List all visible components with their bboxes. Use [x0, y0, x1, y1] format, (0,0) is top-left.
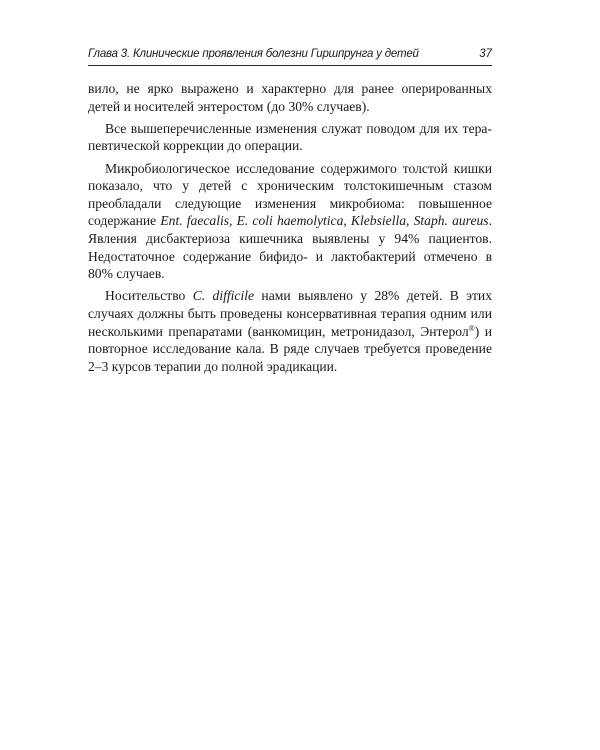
paragraph-2-text: Все вышеперечисленные изменения служат поводом для их терапевтической коррекции до операции. — [88, 120, 492, 154]
paragraph-4-text-a: Носительство — [105, 288, 193, 304]
running-header — [88, 45, 492, 66]
paragraph-4-text-c: ) и повторное исследование кала. В ряде случаев требуется проведение 2–3 курсов терапии до полной эрадикации. — [88, 323, 492, 374]
body-text — [88, 80, 492, 380]
paragraph-3-text-a: Микробиологическое исследование содержимого толстой кишки показало, что у детей с хроническим толстокишечным стазом преобладали следующие изменения микробиома: повышенное содержание — [88, 160, 492, 229]
paragraph-microbiology — [88, 160, 492, 283]
bacteria-names: Ent. faecalis, E. coli haemolytica, Klebsiella, Staph. aureus — [160, 213, 489, 229]
paragraph-3-text-b: . Явления дисбактериоза кишечника выявлены у 94% пациентов. Недостаточное содержание бифидо- и лактобактерий отмечено в 80% случаев. — [88, 213, 492, 282]
chapter-title: Глава 3. Клинические проявления болезни Гиршпрунга у детей — [88, 48, 419, 60]
paragraph-1-text: вило, не ярко выражено и характерно для ранее оперированных детей и носителей энтеростом (до 30% случаев). — [88, 81, 492, 114]
page-number: 37 — [479, 48, 492, 60]
paragraph-4-text-b: нами выявлено у 28% детей. В этих случаях должны быть проведены консервативная терапия одним или несколькими препаратами (ванкомицин, метронидазол, Энтерол — [88, 288, 493, 339]
registered-mark: ® — [468, 323, 475, 333]
paragraph-c-difficile — [88, 287, 492, 375]
pathogen-name: C. difficile — [192, 288, 255, 304]
paragraph-continuation — [88, 80, 492, 115]
paragraph-correction — [88, 120, 492, 155]
